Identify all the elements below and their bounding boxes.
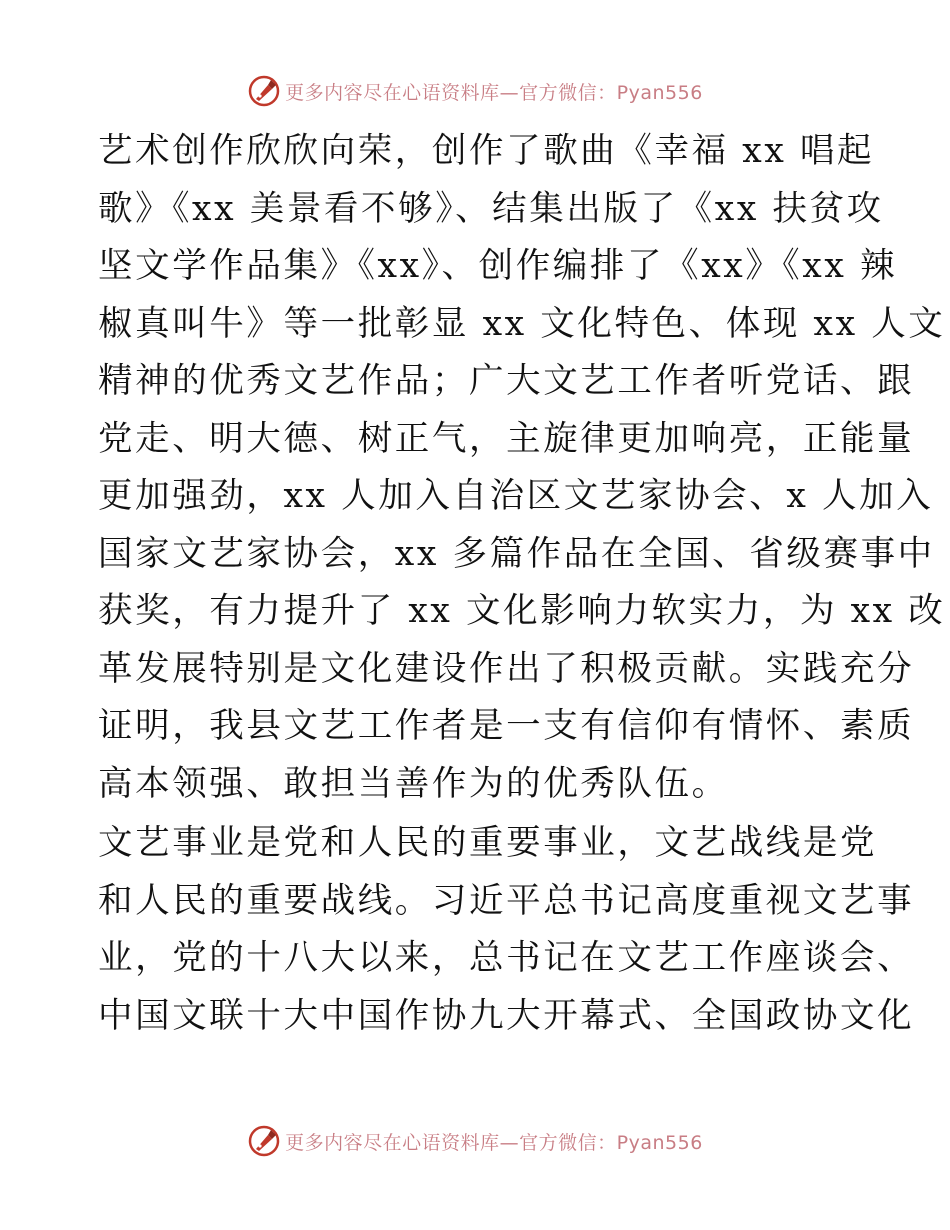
banner-text bbox=[285, 1128, 703, 1155]
text-line: 坚文学作品集》《xx》、创作编排了《xx》《xx 辣 bbox=[98, 246, 898, 286]
text-line: 歌》《xx 美景看不够》、结集出版了《xx 扶贫攻 bbox=[98, 188, 884, 229]
banner-separator: — bbox=[499, 1131, 520, 1154]
header-banner bbox=[0, 71, 950, 111]
text-line: 革发展特别是文化建设作出了积极贡献。实践充分 bbox=[98, 648, 915, 689]
text-line: 椒真叫牛》等一批彰显 xx 文化特色、体现 xx 人文 bbox=[98, 303, 946, 344]
banner-separator: — bbox=[499, 81, 520, 104]
banner-wechat-text: 官方微信：Pyan556 bbox=[519, 1131, 703, 1154]
text-line: 艺术创作欣欣向荣，创作了歌曲《幸福 xx 唱起 bbox=[98, 131, 875, 171]
pen-nib-logo-icon bbox=[247, 74, 281, 108]
text-line: 中国文联十大中国作协九大开幕式、全国政协文化 bbox=[98, 995, 915, 1036]
text-line: 精神的优秀文艺作品；广大文艺工作者听党话、跟 bbox=[98, 361, 915, 401]
paragraph-1 bbox=[98, 123, 946, 813]
text-line: 业，党的十八大以来，总书记在文艺工作座谈会、 bbox=[98, 938, 915, 978]
banner-text bbox=[285, 78, 703, 105]
text-line: 党走、明大德、树正气，主旋律更加响亮，正能量 bbox=[98, 418, 915, 459]
banner-wechat-text: 官方微信：Pyan556 bbox=[519, 81, 703, 104]
footer-banner bbox=[0, 1121, 950, 1161]
pen-nib-logo-icon bbox=[247, 1124, 281, 1158]
text-line: 证明，我县文艺工作者是一支有信仰有情怀、素质 bbox=[98, 706, 915, 746]
text-line: 获奖，有力提升了 xx 文化影响力软实力，为 xx 改 bbox=[98, 591, 946, 631]
text-line: 和人民的重要战线。习近平总书记高度重视文艺事 bbox=[98, 880, 915, 921]
banner-site-text: 更多内容尽在心语资料库 bbox=[285, 81, 500, 104]
paragraph-2 bbox=[98, 815, 915, 1045]
banner-site-text: 更多内容尽在心语资料库 bbox=[285, 1131, 500, 1154]
text-line: 文艺事业是党和人民的重要事业，文艺战线是党 bbox=[98, 823, 878, 863]
text-line: 高本领强、敢担当善作为的优秀队伍。 bbox=[98, 763, 729, 804]
text-line: 更加强劲，xx 人加入自治区文艺家协会、x 人加入 bbox=[98, 476, 934, 516]
text-line: 国家文艺家协会，xx 多篇作品在全国、省级赛事中 bbox=[98, 533, 935, 574]
